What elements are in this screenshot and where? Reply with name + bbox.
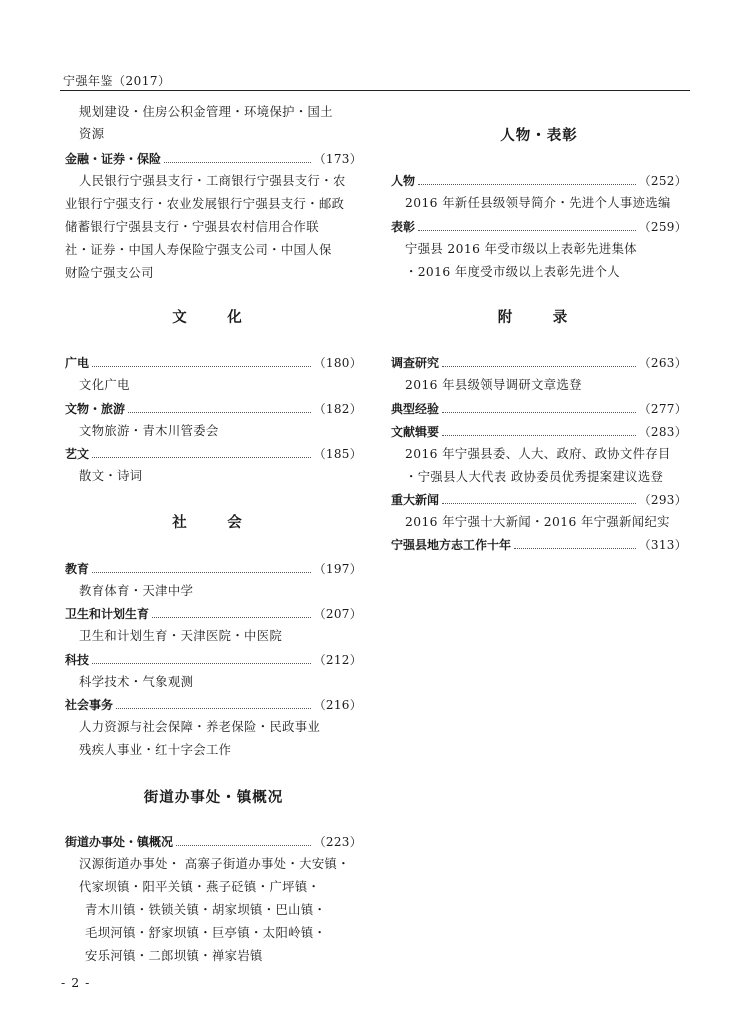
entry-subline: 代家坝镇・阳平关镇・燕子砭镇・广坪镇・ <box>79 880 321 894</box>
toc-entry-towns[interactable] <box>65 831 362 851</box>
dot-leader <box>92 572 311 573</box>
toc-entry-science[interactable] <box>65 649 362 669</box>
entry-subline: ・宁强县人大代表 政协委员优秀提案建议选登 <box>405 470 664 484</box>
entry-subline: ・2016 年度受市级以上表彰先进个人 <box>405 265 620 279</box>
entry-name: 金融・证券・保险 <box>65 151 162 166</box>
entry-page: （283） <box>638 424 687 439</box>
dot-leader <box>128 412 311 413</box>
entry-page: （207） <box>313 606 362 621</box>
entry-subline: 2016 年宁强县委、人大、政府、政协文件存目 <box>405 447 671 461</box>
entry-page: （277） <box>638 401 687 416</box>
entry-subline: 社・证券・中国人寿保险宁强支公司・中国人保 <box>65 243 332 257</box>
dot-leader <box>164 162 311 163</box>
entry-name: 广电 <box>65 355 90 370</box>
dot-leader <box>418 184 636 185</box>
entry-page: （173） <box>313 151 362 166</box>
entry-subline: 2016 年县级领导调研文章选登 <box>405 378 582 392</box>
dot-leader <box>514 548 636 549</box>
dot-leader <box>92 366 311 367</box>
section-title-culture: 文 化 <box>172 310 255 326</box>
entry-name: 街道办事处・镇概况 <box>65 834 174 849</box>
toc-entry-gazetteer[interactable] <box>391 534 687 554</box>
toc-entry-news[interactable] <box>391 489 687 509</box>
dot-leader <box>442 412 636 413</box>
toc-entry-people[interactable] <box>391 170 687 190</box>
dot-leader <box>152 617 311 618</box>
entry-subline: 2016 年新任县级领导简介・先进个人事迹选编 <box>405 196 671 210</box>
entry-subline: 青木川镇・铁锁关镇・胡家坝镇・巴山镇・ <box>85 903 327 917</box>
toc-entry-social-affairs[interactable] <box>65 694 362 714</box>
entry-name: 社会事务 <box>65 697 114 712</box>
entry-subline: 汉源街道办事处・ 高寨子街道办事处・大安镇・ <box>79 857 350 871</box>
section-title-appendix: 附 录 <box>497 310 581 326</box>
toc-entry-research[interactable] <box>391 352 687 372</box>
entry-name: 重大新闻 <box>391 492 440 507</box>
toc-entry-documents[interactable] <box>391 421 687 441</box>
entry-page: （216） <box>313 697 362 712</box>
dot-leader <box>442 435 636 436</box>
entry-page: （263） <box>638 355 687 370</box>
entry-name: 科技 <box>65 652 90 667</box>
entry-name: 教育 <box>65 561 90 576</box>
entry-name: 调查研究 <box>391 355 440 370</box>
entry-subline: 文物旅游・青木川管委会 <box>79 424 219 438</box>
entry-subline: 业银行宁强支行・农业发展银行宁强县支行・邮政 <box>65 197 345 211</box>
entry-name: 典型经验 <box>391 401 440 416</box>
entry-name: 艺文 <box>65 446 90 461</box>
entry-page: （313） <box>638 537 687 552</box>
page-number: - 2 - <box>61 975 91 990</box>
toc-entry-honors[interactable] <box>391 216 687 236</box>
entry-page: （212） <box>313 652 362 667</box>
entry-subline: 安乐河镇・二郎坝镇・禅家岩镇 <box>85 949 263 963</box>
continued-line: 资源 <box>79 127 105 141</box>
entry-page: （182） <box>313 401 362 416</box>
toc-entry-arts[interactable] <box>65 443 362 463</box>
entry-subline: 科学技术・气象观测 <box>79 675 194 689</box>
dot-leader <box>116 708 311 709</box>
header-rule <box>60 90 690 91</box>
entry-subline: 人力资源与社会保障・养老保险・民政事业 <box>79 720 321 734</box>
toc-entry-education[interactable] <box>65 558 362 578</box>
dot-leader <box>92 457 311 458</box>
dot-leader <box>442 503 636 504</box>
entry-name: 人物 <box>391 173 416 188</box>
entry-name: 宁强县地方志工作十年 <box>391 537 512 552</box>
entry-page: （259） <box>638 219 687 234</box>
entry-name: 表彰 <box>391 219 416 234</box>
entry-subline: 卫生和计划生育・天津医院・中医院 <box>79 629 283 643</box>
entry-page: （252） <box>638 173 687 188</box>
toc-entry-health[interactable] <box>65 603 362 623</box>
entry-subline: 2016 年宁强十大新闻・2016 年宁强新闻纪实 <box>405 515 670 529</box>
entry-subline: 人民银行宁强县支行・工商银行宁强县支行・农 <box>79 174 346 188</box>
entry-name: 文献辑要 <box>391 424 440 439</box>
entry-page: （223） <box>313 834 362 849</box>
section-title-towns: 街道办事处・镇概况 <box>143 790 284 806</box>
dot-leader <box>92 663 311 664</box>
entry-subline: 财险宁强支公司 <box>65 266 154 280</box>
entry-subline: 毛坝河镇・舒家坝镇・巨亭镇・太阳岭镇・ <box>85 926 327 940</box>
dot-leader <box>176 845 311 846</box>
entry-subline: 文化广电 <box>79 378 130 392</box>
toc-entry-finance[interactable] <box>65 148 362 168</box>
section-title-people: 人物・表彰 <box>500 128 578 144</box>
toc-entry-experience[interactable] <box>391 398 687 418</box>
entry-subline: 储蓄银行宁强县支行・宁强县农村信用合作联 <box>65 220 319 234</box>
entry-subline: 宁强县 2016 年受市级以上表彰先进集体 <box>405 242 637 256</box>
dot-leader <box>418 230 636 231</box>
entry-name: 文物・旅游 <box>65 401 126 416</box>
toc-entry-radio-tv[interactable] <box>65 352 362 372</box>
entry-subline: 残疾人事业・红十字会工作 <box>79 743 232 757</box>
entry-subline: 教育体育・天津中学 <box>79 584 194 598</box>
entry-page: （197） <box>313 561 362 576</box>
dot-leader <box>442 366 636 367</box>
entry-subline: 散文・诗词 <box>79 469 143 483</box>
continued-line: 规划建设・住房公积金管理・环境保护・国土 <box>79 105 333 119</box>
entry-page: （180） <box>313 355 362 370</box>
entry-name: 卫生和计划生育 <box>65 606 150 621</box>
section-title-society: 社 会 <box>172 515 255 531</box>
header-title: 宁强年鉴（2017） <box>63 74 171 88</box>
toc-entry-relics-tourism[interactable] <box>65 398 362 418</box>
entry-page: （185） <box>313 446 362 461</box>
entry-page: （293） <box>638 492 687 507</box>
